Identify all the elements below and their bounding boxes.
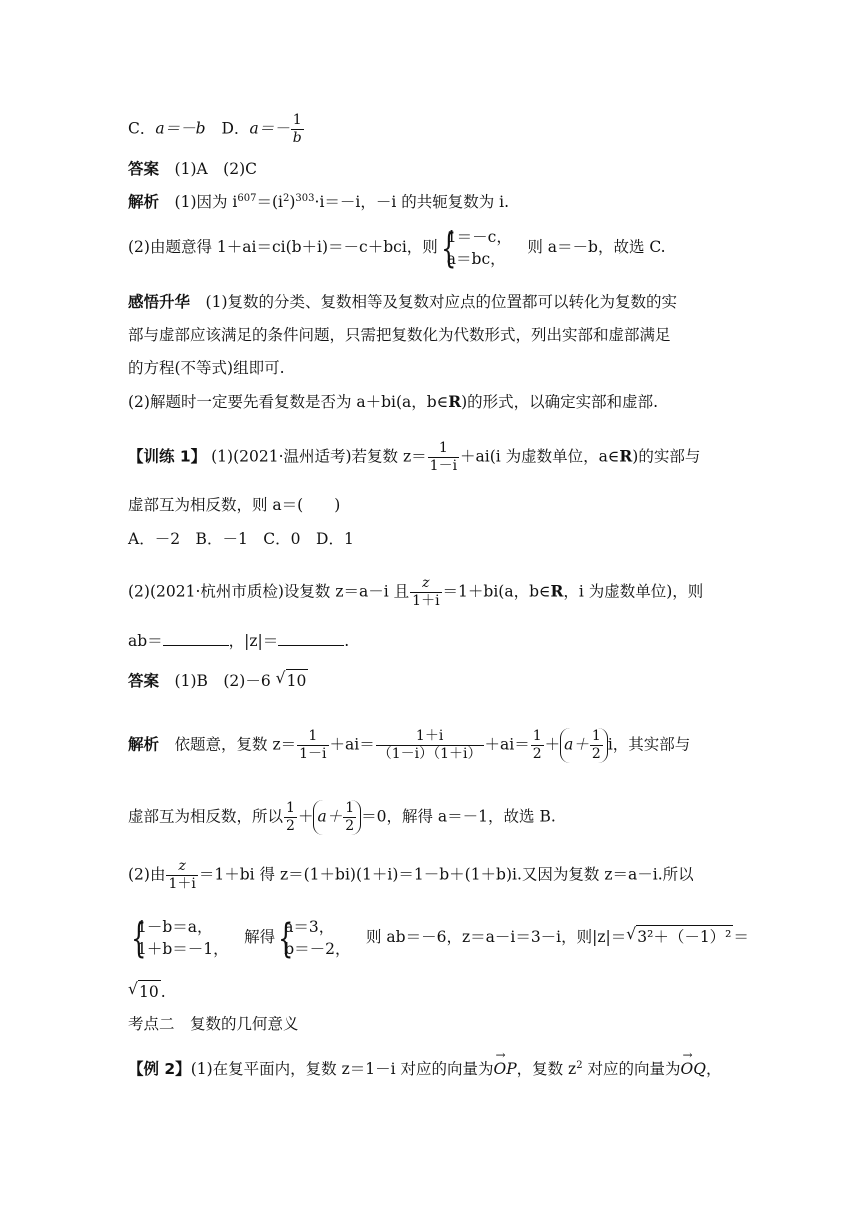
example-2: 【例 2】(1)在复平面内，复数 z＝1－i 对应的向量为→ OP，复数 $z^2$ 对应的向量为→ OQ，	[128, 1058, 721, 1080]
analysis-2-line4: { 1－b＝a， 1＋b＝－1， 解得 { a＝3， b＝－2， 则 ab＝－6，z＝a－i＝3－i，则|z|＝√ 3²＋（－1）² ＝	[128, 916, 749, 960]
training-1-q2-line2: ab＝ ，|z|＝ .	[128, 632, 350, 650]
analysis-2-line2: 虚部互为相反数，所以 $\frac{1}{2}$ ＋ a＋ $\frac{1}{2}$ ＝0，解得 a＝－1，故选 B.	[128, 800, 556, 834]
section-title: 考点二 复数的几何意义	[128, 1015, 299, 1033]
insight-line-4: (2)解题时一定要先看复数是否为 a＋bi(a，b∈R)的形式，以确定实部和虚部.	[128, 392, 659, 411]
vector-oq: → OQ	[681, 1058, 706, 1080]
vector-op: → OP	[493, 1058, 516, 1080]
analysis-2-line1: 解析 依题意，复数 z＝ $\frac{1}{1-i}$ ＋ai＝ $\frac{1+i}{(1-i)(1+i)}$ ＋ai＝ $\frac{1}{2}$ ＋ a＋ $\frac{1}{2}$ i，其实部与	[128, 728, 691, 762]
answer-blank	[163, 631, 229, 646]
insight-line-1: 感悟升华 (1)复数的分类、复数相等及复数对应点的位置都可以转化为复数的实	[128, 293, 677, 311]
analysis-1-part1: 解析 (1)因为 $i^{607}=(i^2)^{303}\cdot i=-i$，－i 的共轭复数为 i.	[128, 193, 510, 211]
answer-blank	[278, 631, 344, 646]
options-cd: C．a＝－b D．a＝－ $\frac{1}{b}$	[128, 112, 302, 146]
analysis-1-part2: (2)由题意得 1＋ai＝ci(b＋i)＝－c＋bci，则 { 1＝－c， a＝bc， 则 a＝－b，故选 C.	[128, 226, 666, 270]
analysis-2-line3: (2)由 $\frac{z}{1+i}$ ＝1＋bi 得 z＝(1＋bi)(1＋i)＝1－b＋(1＋b)i.又因为复数 z＝a－i.所以	[128, 858, 694, 892]
answer-1: 答案 (1)A (2)C	[128, 160, 257, 178]
training-1-q1-line2: 虚部互为相反数，则 a＝( )	[128, 496, 341, 514]
training-1-options: A．－2 B．－1 C．0 D．1	[128, 530, 354, 548]
insight-line-2: 部与虚部应该满足的条件问题，只需把复数化为代数形式，列出实部和虚部满足	[128, 326, 671, 344]
fraction-1-over-b: $\frac{1}{b}$	[292, 112, 302, 146]
training-1-q2: (2)(2021·杭州市质检)设复数 z＝a－i 且 $\frac{z}{1+i}$ ＝1＋bi(a，b∈R，i 为虚数单位)，则	[128, 575, 704, 609]
answer-2: 答案 (1)B (2)－6 √ 10	[128, 669, 308, 692]
training-1-q1: 【训练 1】 (1)(2021·温州适考)若复数 z＝ $\frac{1}{1-i}$ ＋ai(i 为虚数单位，a∈R)的实部与	[128, 440, 701, 474]
analysis-2-line5: √ 10 .	[128, 980, 166, 1003]
insight-line-3: 的方程(不等式)组即可.	[128, 359, 285, 377]
equation-system: { 1＝－c， a＝bc，	[438, 226, 512, 270]
